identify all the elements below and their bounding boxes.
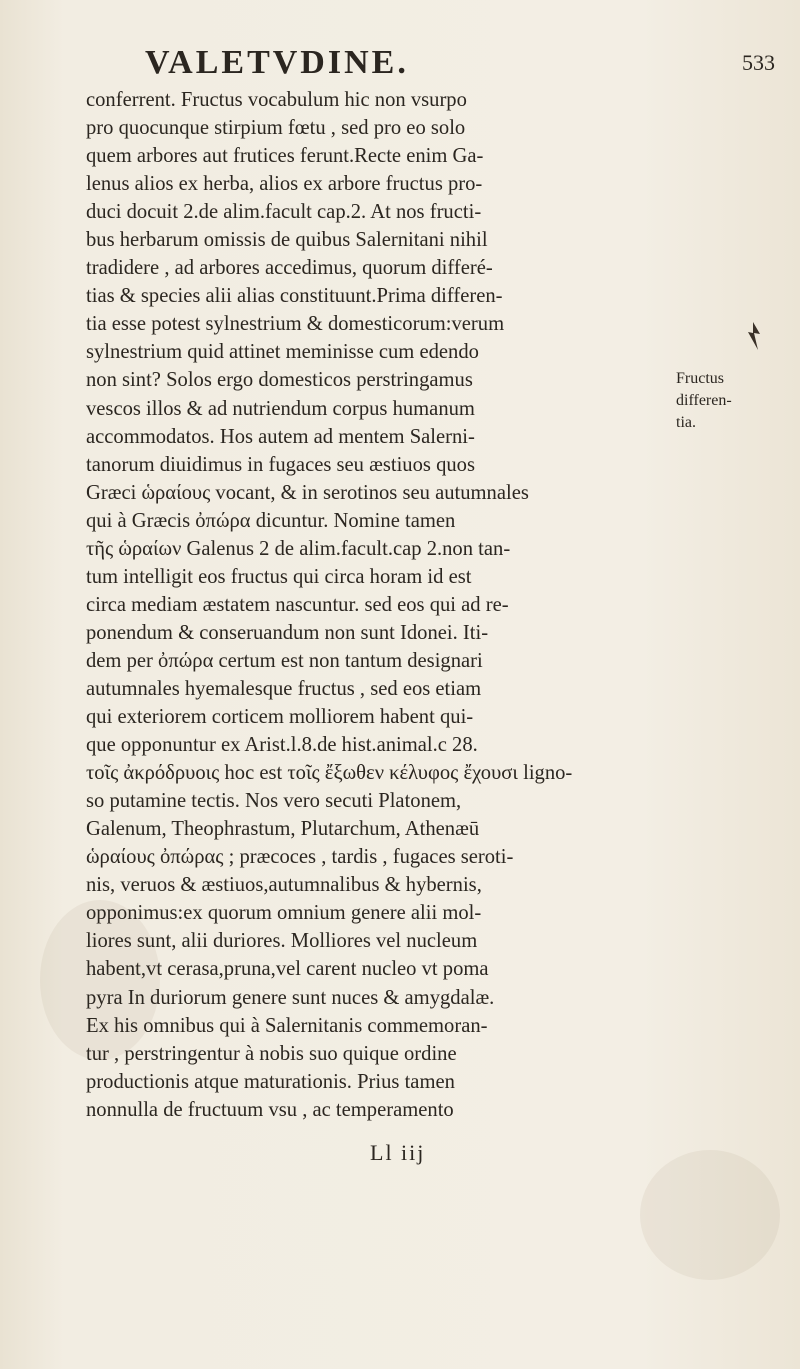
text-line: lenus alios ex herba, alios ex arbore fructus pro-	[86, 173, 483, 196]
text-line: ponendum & conseruandum non sunt Idonei. Iti-	[86, 621, 489, 644]
text-line: nis, veruos & æstiuos,autumnalibus & hybernis,	[86, 874, 482, 897]
text-line: Ex his omnibus qui à Salernitanis commemoran-	[86, 1014, 488, 1037]
text-line: qui exteriorem corticem molliorem habent qui-	[86, 706, 474, 729]
text-line: duci docuit 2.de alim.facult cap.2. At nos fructi-	[86, 201, 482, 224]
text-line: opponimus:ex quorum omnium genere alii mol-	[86, 902, 482, 925]
text-line: tias & species alii alias constituunt.Prima differen-	[86, 285, 503, 308]
text-line: autumnales hyemalesque fructus , sed eos etiam	[86, 677, 482, 700]
text-line: pro quocunque stirpium fœtu , sed pro eo solo	[86, 117, 466, 140]
text-line: liores sunt, alii duriores. Molliores vel nucleum	[86, 930, 478, 953]
text-line: tur , perstringentur à nobis suo quique ordine	[86, 1042, 457, 1065]
text-line: conferrent. Fructus vocabulum hic non vsurpo	[86, 89, 467, 111]
text-line: tum intelligit eos fructus qui circa horam id est	[86, 565, 472, 588]
text-line: non sint? Solos ergo domesticos perstringamus	[86, 369, 473, 392]
text-line: sylnestrium quid attinet meminisse cum edendo	[86, 341, 479, 364]
text-line: τῆς ὡραίων Galenus 2 de alim.facult.cap 2.non tan-	[86, 537, 511, 560]
margin-note-line: Fructus	[676, 370, 724, 387]
text-line: vescos illos & ad nutriendum corpus humanum	[86, 397, 475, 420]
margin-note-line: differen-	[676, 392, 732, 409]
body-text	[86, 86, 646, 1124]
text-line: circa mediam æstatem nascuntur. sed eos qui ad re-	[86, 593, 509, 616]
text-line: tanorum diuidimus in fugaces seu æstiuos quos	[86, 453, 475, 476]
text-line: que opponuntur ex Arist.l.8.de hist.animal.c 28.	[86, 734, 478, 757]
text-line: ὡραίους ὀπώρας ; præcoces , tardis , fugaces seroti-	[86, 846, 514, 869]
text-line: Græci ὡραίους vocant, & in serotinos seu autumnales	[86, 481, 529, 504]
text-line: tradidere , ad arbores accedimus, quorum differé-	[86, 257, 493, 280]
text-line: so putamine tectis. Nos vero secuti Platonem,	[86, 790, 462, 813]
text-line: tia esse potest sylnestrium & domesticorum:verum	[86, 313, 505, 336]
text-line: qui à Græcis ὀπώρα dicuntur. Nomine tamen	[86, 509, 456, 532]
text-line: pyra In duriorum genere sunt nuces & amygdalæ.	[86, 986, 495, 1009]
text-line: accommodatos. Hos autem ad mentem Salerni-	[86, 425, 475, 448]
page-number: 533	[742, 50, 775, 75]
text-line: productionis atque maturationis. Prius tamen	[86, 1070, 455, 1093]
text-line: habent,vt cerasa,pruna,vel carent nucleo vt poma	[86, 958, 489, 981]
text-line: quem arbores aut frutices ferunt.Recte enim Ga-	[86, 145, 484, 168]
margin-ink-mark-icon	[740, 320, 766, 356]
running-title: VALETVDINE.	[145, 44, 409, 81]
text-line: τοῖς ἀκρόδρυοις hoc est τοῖς ἔξωθεν κέλυφος ἔχουσι ligno-	[86, 762, 573, 785]
text-line: nonnulla de fructuum vsu , ac temperamento	[86, 1098, 454, 1121]
paper-stain	[640, 1150, 780, 1280]
text-line: dem per ὀπώρα certum est non tantum designari	[86, 649, 483, 672]
running-header	[145, 44, 775, 86]
margin-note	[676, 368, 756, 434]
margin-note-line: tia.	[676, 414, 696, 431]
text-line: bus herbarum omissis de quibus Salernitani nihil	[86, 229, 488, 252]
signature-mark: Ll iij	[370, 1140, 426, 1165]
text-line: Galenum, Theophrastum, Plutarchum, Athenæū	[86, 818, 480, 841]
